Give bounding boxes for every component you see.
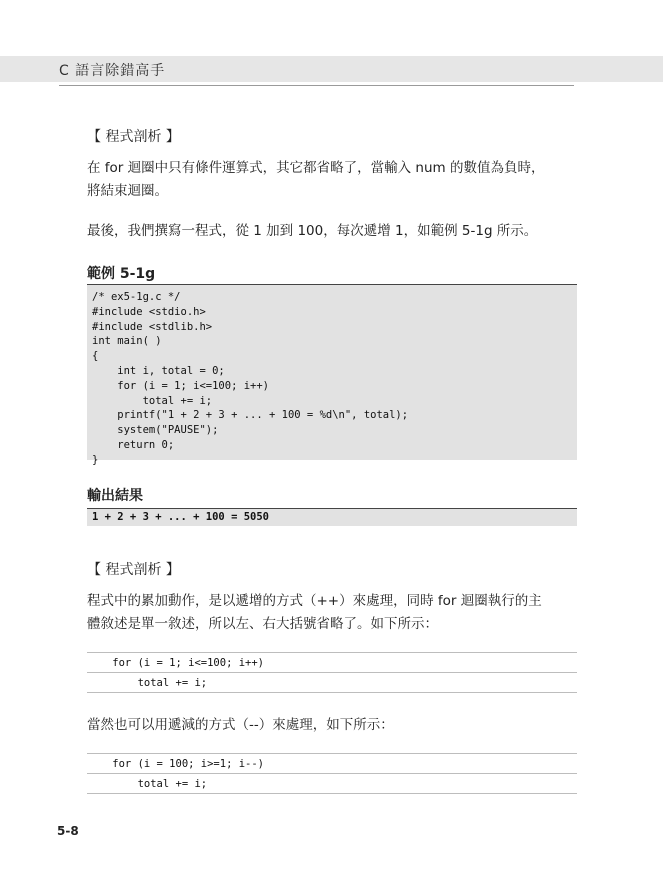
paragraph-3-line-2: 體敘述是單一敘述，所以左、右大括號省略了。如下所示： [87, 616, 438, 632]
output-box [87, 508, 577, 526]
code-line: } [92, 453, 99, 466]
snippet-line: total += i; [87, 673, 577, 693]
snippet-line: total += i; [87, 774, 577, 794]
paragraph-3-line-1: 程式中的累加動作，是以遞增的方式（++）來處理，同時 for 迴圈執行的主 [87, 593, 542, 609]
output-label: 輸出結果 [87, 488, 143, 504]
code-line: #include <stdlib.h> [92, 320, 213, 333]
code-line: system("PAUSE"); [92, 424, 219, 437]
code-listing [87, 284, 577, 466]
snippet-line: for (i = 1; i<=100; i++) [87, 653, 577, 673]
section-heading-1: 【 程式剖析 】 [87, 129, 180, 145]
output-text: 1 + 2 + 3 + ... + 100 = 5050 [92, 511, 270, 523]
code-text [87, 285, 577, 468]
code-line: #include <stdio.h> [92, 305, 206, 318]
paragraph-1-line-2: 將結束迴圈。 [87, 183, 168, 199]
code-snippet-1 [87, 652, 577, 693]
code-line: /* ex5-1g.c */ [92, 291, 181, 303]
code-line: { [92, 350, 99, 363]
paragraph-1-line-1: 在 for 迴圈中只有條件運算式，其它都省略了，當輸入 num 的數值為負時， [87, 160, 545, 176]
section-heading-2: 【 程式剖析 】 [87, 562, 180, 578]
code-line: total += i; [92, 394, 213, 407]
paragraph-2: 最後，我們撰寫一程式，從 1 加到 100，每次遞增 1，如範例 5-1g 所示。 [87, 223, 538, 239]
header-divider [59, 85, 574, 86]
example-label: 範例 5-1g [87, 266, 156, 282]
snippet-line: for (i = 100; i>=1; i--) [87, 754, 577, 774]
code-line: return 0; [92, 438, 175, 451]
paragraph-1 [87, 157, 587, 203]
page-number: 5-8 [57, 824, 79, 838]
code-line: int i, total = 0; [92, 364, 225, 377]
book-title: C 語言除錯高手 [59, 63, 166, 79]
paragraph-3 [87, 590, 587, 636]
code-line: for (i = 1; i<=100; i++) [92, 379, 270, 392]
code-snippet-2 [87, 753, 577, 794]
code-line: int main( ) [92, 335, 162, 348]
paragraph-4: 當然也可以用遞減的方式（--）來處理，如下所示： [87, 717, 394, 733]
code-line: printf("1 + 2 + 3 + ... + 100 = %d\n", total); [92, 409, 409, 422]
